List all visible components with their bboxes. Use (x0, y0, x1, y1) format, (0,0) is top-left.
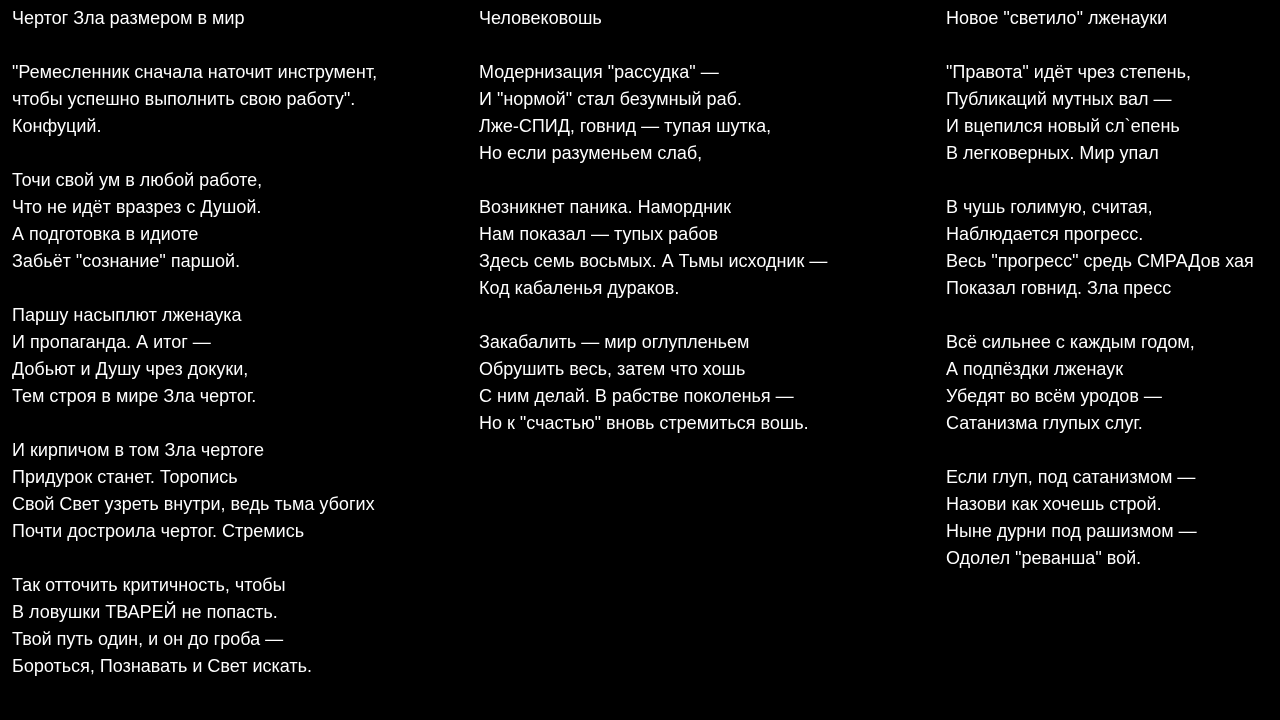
poem-line: Весь "прогресс" средь СМРАДов хая (946, 251, 1254, 271)
poem-line: Почти достроила чертог. Стремись (12, 521, 305, 541)
poem-line: Если глуп, под сатанизмом — (946, 467, 1196, 487)
poem-line: В ловушки ТВАРЕЙ не попасть. (12, 602, 278, 622)
poem-line: Лже-СПИД, говнид — тупая шутка, (479, 116, 772, 136)
poem-line: Назови как хочешь строй. (946, 494, 1162, 514)
stanza (12, 572, 377, 680)
poem-column-3 (946, 5, 1254, 599)
poem-title: Новое "светило" лженауки (946, 8, 1168, 28)
poem-line: Так отточить критичность, чтобы (12, 575, 286, 595)
poem-line: Возникнет паника. Намордник (479, 197, 731, 217)
poem-line: Публикаций мутных вал — (946, 89, 1172, 109)
stanza (479, 194, 827, 302)
poem-line: Добьют и Душу чрез докуки, (12, 359, 249, 379)
poem-line: И "нормой" стал безумный раб. (479, 89, 742, 109)
poem-line: "Ремесленник сначала наточит инструмент, (12, 62, 378, 82)
poem-line: Но если разуменьем слаб, (479, 143, 703, 163)
stanza (479, 59, 827, 167)
poem-line: "Правота" идёт чрез степень, (946, 62, 1191, 82)
poem-line: И пропаганда. А итог — (12, 332, 211, 352)
poem-line: Сатанизма глупых слуг. (946, 413, 1143, 433)
poem-line: чтобы успешно выполнить свою работу". (12, 89, 356, 109)
poem-line: Здесь семь восьмых. А Тьмы исходник — (479, 251, 828, 271)
poem-title: Человековошь (479, 8, 602, 28)
poem-line: Закабалить — мир оглупленьем (479, 332, 750, 352)
poem-line: И вцепился новый сл`епень (946, 116, 1180, 136)
stanza (12, 302, 377, 410)
poem-line: Всё сильнее с каждым годом, (946, 332, 1195, 352)
poem-line: И кирпичом в том Зла чертоге (12, 440, 265, 460)
poem-line: В легковерных. Мир упал (946, 143, 1159, 163)
poem-line: Бороться, Познавать и Свет искать. (12, 656, 313, 676)
poem-line: Ныне дурни под рашизмом — (946, 521, 1197, 541)
poem-line: Модернизация "рассудка" — (479, 62, 719, 82)
epigraph-stanza (12, 59, 377, 140)
stanza (946, 464, 1254, 572)
poem-line: Показал говнид. Зла пресс (946, 278, 1172, 298)
poem-title: Чертог Зла размером в мир (12, 8, 245, 28)
stanza (479, 329, 827, 437)
poem-line: Убедят во всём уродов — (946, 386, 1162, 406)
poem-line: Что не идёт вразрез с Душой. (12, 197, 262, 217)
poem-line: Придурок станет. Торопись (12, 467, 238, 487)
stanza (946, 194, 1254, 302)
poem-line: Но к "счастью" вновь стремиться вошь. (479, 413, 809, 433)
poem-line: Нам показал — тупых рабов (479, 224, 719, 244)
poem-line: Код кабаленья дураков. (479, 278, 680, 298)
stanza (12, 437, 377, 545)
poem-line: А подготовка в идиоте (12, 224, 199, 244)
poem-line: Наблюдается прогресс. (946, 224, 1144, 244)
poem-line: Одолел "реванша" вой. (946, 548, 1142, 568)
stanza (12, 167, 377, 275)
poem-line: Обрушить весь, затем что хошь (479, 359, 746, 379)
poem-line: С ним делай. В рабстве поколенья — (479, 386, 794, 406)
poem-line: Конфуций. (12, 116, 102, 136)
poem-line: В чушь голимую, считая, (946, 197, 1153, 217)
poem-line: Свой Свет узреть внутри, ведь тьма убогих (12, 494, 375, 514)
stanza (946, 329, 1254, 437)
poem-column-1 (12, 5, 377, 707)
poem-line: Забьёт "сознание" паршой. (12, 251, 241, 271)
poem-line: Точи свой ум в любой работе, (12, 170, 263, 190)
poem-line: Паршу насыплют лженаука (12, 305, 242, 325)
poem-line: Тем строя в мире Зла чертог. (12, 386, 257, 406)
stanza (946, 59, 1254, 167)
poem-line: Твой путь один, и он до гроба — (12, 629, 284, 649)
poem-line: А подпёздки лженаук (946, 359, 1124, 379)
poem-column-2 (479, 5, 827, 464)
